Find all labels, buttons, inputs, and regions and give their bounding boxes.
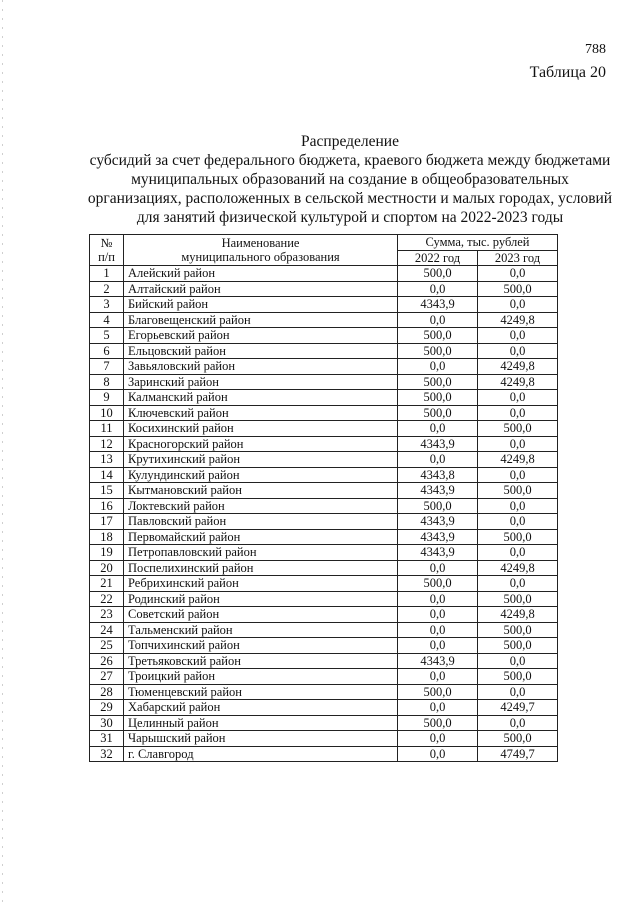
amount-2022: 0,0 [398, 669, 478, 685]
municipality-name: Егорьевский район [124, 328, 398, 344]
municipality-name: Тюменцевский район [124, 684, 398, 700]
amount-2023: 0,0 [478, 576, 558, 592]
table-row [90, 297, 558, 313]
amount-2023: 500,0 [478, 638, 558, 654]
amount-2022: 4343,9 [398, 514, 478, 530]
table-row [90, 405, 558, 421]
subsidy-distribution-table [89, 234, 558, 762]
title-line: для занятий физической культурой и спортом на 2022-2023 годы [136, 209, 564, 226]
amount-2023: 500,0 [478, 591, 558, 607]
amount-2022: 0,0 [398, 359, 478, 375]
table-row [90, 483, 558, 499]
municipality-name: г. Славгород [124, 746, 398, 762]
table-row [90, 653, 558, 669]
table-row [90, 467, 558, 483]
table-row [90, 669, 558, 685]
amount-2022: 0,0 [398, 622, 478, 638]
row-number: 6 [90, 343, 124, 359]
row-number: 7 [90, 359, 124, 375]
municipality-name: Заринский район [124, 374, 398, 390]
municipality-name: Поспелихинский район [124, 560, 398, 576]
table-row [90, 498, 558, 514]
row-number: 16 [90, 498, 124, 514]
row-number: 22 [90, 591, 124, 607]
amount-2022: 0,0 [398, 452, 478, 468]
row-number: 4 [90, 312, 124, 328]
row-number: 11 [90, 421, 124, 437]
amount-2023: 4749,7 [478, 746, 558, 762]
municipality-name: Алтайский район [124, 281, 398, 297]
row-number: 17 [90, 514, 124, 530]
amount-2023: 0,0 [478, 715, 558, 731]
table-row [90, 576, 558, 592]
amount-2023: 0,0 [478, 498, 558, 514]
amount-2022: 4343,8 [398, 467, 478, 483]
municipality-name: Бийский район [124, 297, 398, 313]
amount-2022: 4343,9 [398, 436, 478, 452]
amount-2022: 500,0 [398, 328, 478, 344]
amount-2022: 500,0 [398, 576, 478, 592]
table-row [90, 560, 558, 576]
table-row [90, 607, 558, 623]
amount-2023: 0,0 [478, 545, 558, 561]
column-header-name-line2: муниципального образования [181, 250, 340, 264]
row-number: 9 [90, 390, 124, 406]
municipality-name: Красногорский район [124, 436, 398, 452]
column-header-number-line1: № [100, 235, 113, 250]
title-line: субсидий за счет федерального бюджета, краевого бюджета между бюджетами [89, 152, 611, 169]
table-row [90, 529, 558, 545]
amount-2022: 0,0 [398, 607, 478, 623]
amount-2023: 4249,8 [478, 560, 558, 576]
amount-2023: 500,0 [478, 669, 558, 685]
table-row [90, 421, 558, 437]
row-number: 29 [90, 700, 124, 716]
amount-2023: 0,0 [478, 684, 558, 700]
amount-2022: 500,0 [398, 390, 478, 406]
municipality-name: Троицкий район [124, 669, 398, 685]
row-number: 26 [90, 653, 124, 669]
column-header-sum: Сумма, тыс. рублей [398, 235, 558, 251]
column-header-name-line1: Наименование [221, 235, 300, 250]
table-row [90, 514, 558, 530]
amount-2023: 500,0 [478, 622, 558, 638]
table-row [90, 436, 558, 452]
municipality-name: Хабарский район [124, 700, 398, 716]
row-number: 3 [90, 297, 124, 313]
table-body [90, 266, 558, 762]
amount-2023: 0,0 [478, 390, 558, 406]
row-number: 12 [90, 436, 124, 452]
amount-2022: 0,0 [398, 638, 478, 654]
row-number: 5 [90, 328, 124, 344]
amount-2023: 500,0 [478, 529, 558, 545]
table-label: Таблица 20 [529, 64, 606, 81]
row-number: 15 [90, 483, 124, 499]
row-number: 23 [90, 607, 124, 623]
amount-2023: 0,0 [478, 328, 558, 344]
amount-2022: 500,0 [398, 266, 478, 282]
table-row [90, 328, 558, 344]
row-number: 25 [90, 638, 124, 654]
amount-2022: 0,0 [398, 560, 478, 576]
municipality-name: Косихинский район [124, 421, 398, 437]
amount-2023: 0,0 [478, 297, 558, 313]
amount-2022: 4343,9 [398, 529, 478, 545]
amount-2023: 0,0 [478, 436, 558, 452]
municipality-name: Целинный район [124, 715, 398, 731]
table-row [90, 622, 558, 638]
table-row [90, 312, 558, 328]
title-line: организациях, расположенных в сельской местности и малых городах, условий [87, 190, 613, 207]
row-number: 13 [90, 452, 124, 468]
amount-2022: 4343,9 [398, 545, 478, 561]
amount-2022: 4343,9 [398, 483, 478, 499]
amount-2022: 500,0 [398, 498, 478, 514]
amount-2022: 0,0 [398, 700, 478, 716]
municipality-name: Советский район [124, 607, 398, 623]
amount-2023: 0,0 [478, 266, 558, 282]
municipality-name: Тальменский район [124, 622, 398, 638]
municipality-name: Петропавловский район [124, 545, 398, 561]
amount-2022: 4343,9 [398, 297, 478, 313]
amount-2023: 0,0 [478, 467, 558, 483]
municipality-name: Топчихинский район [124, 638, 398, 654]
row-number: 31 [90, 731, 124, 747]
municipality-name: Павловский район [124, 514, 398, 530]
amount-2023: 0,0 [478, 405, 558, 421]
table-row [90, 359, 558, 375]
amount-2022: 0,0 [398, 421, 478, 437]
amount-2022: 0,0 [398, 746, 478, 762]
table-row [90, 638, 558, 654]
row-number: 27 [90, 669, 124, 685]
amount-2022: 500,0 [398, 374, 478, 390]
amount-2022: 0,0 [398, 281, 478, 297]
table-header-row [90, 235, 558, 251]
amount-2023: 4249,8 [478, 452, 558, 468]
row-number: 2 [90, 281, 124, 297]
table-row [90, 700, 558, 716]
row-number: 1 [90, 266, 124, 282]
row-number: 10 [90, 405, 124, 421]
amount-2023: 0,0 [478, 653, 558, 669]
table-row [90, 731, 558, 747]
table-row [90, 684, 558, 700]
amount-2023: 4249,8 [478, 374, 558, 390]
table-row [90, 452, 558, 468]
column-header-2023: 2023 год [478, 250, 558, 266]
municipality-name: Крутихинский район [124, 452, 398, 468]
row-number: 28 [90, 684, 124, 700]
municipality-name: Родинский район [124, 591, 398, 607]
title-line: Распределение [301, 133, 399, 150]
amount-2023: 500,0 [478, 731, 558, 747]
row-number: 20 [90, 560, 124, 576]
municipality-name: Первомайский район [124, 529, 398, 545]
municipality-name: Завьяловский район [124, 359, 398, 375]
table-row [90, 545, 558, 561]
row-number: 30 [90, 715, 124, 731]
amount-2023: 500,0 [478, 281, 558, 297]
amount-2023: 4249,8 [478, 607, 558, 623]
municipality-name: Кулундинский район [124, 467, 398, 483]
table-row [90, 266, 558, 282]
municipality-name: Кытмановский район [124, 483, 398, 499]
page-number: 788 [585, 42, 606, 57]
table-row [90, 374, 558, 390]
amount-2022: 500,0 [398, 343, 478, 359]
table-row [90, 715, 558, 731]
amount-2023: 500,0 [478, 483, 558, 499]
row-number: 19 [90, 545, 124, 561]
row-number: 24 [90, 622, 124, 638]
amount-2022: 0,0 [398, 312, 478, 328]
amount-2022: 500,0 [398, 405, 478, 421]
table-row [90, 343, 558, 359]
amount-2023: 4249,8 [478, 312, 558, 328]
table-row [90, 746, 558, 762]
table-row [90, 390, 558, 406]
municipality-name: Чарышский район [124, 731, 398, 747]
row-number: 18 [90, 529, 124, 545]
row-number: 14 [90, 467, 124, 483]
amount-2023: 4249,8 [478, 359, 558, 375]
municipality-name: Ключевский район [124, 405, 398, 421]
municipality-name: Алейский район [124, 266, 398, 282]
amount-2023: 0,0 [478, 514, 558, 530]
scan-edge-marks [2, 0, 3, 905]
amount-2023: 0,0 [478, 343, 558, 359]
municipality-name: Локтевский район [124, 498, 398, 514]
amount-2022: 500,0 [398, 684, 478, 700]
municipality-name: Ельцовский район [124, 343, 398, 359]
amount-2022: 4343,9 [398, 653, 478, 669]
amount-2023: 500,0 [478, 421, 558, 437]
document-title [70, 132, 630, 227]
table-row [90, 591, 558, 607]
amount-2023: 4249,7 [478, 700, 558, 716]
municipality-name: Ребрихинский район [124, 576, 398, 592]
municipality-name: Благовещенский район [124, 312, 398, 328]
column-header-2022: 2022 год [398, 250, 478, 266]
column-header-name [124, 235, 398, 266]
title-line: муниципальных образований на создание в общеобразовательных [131, 171, 569, 188]
municipality-name: Третьяковский район [124, 653, 398, 669]
column-header-number-line2: п/п [98, 250, 115, 264]
amount-2022: 0,0 [398, 731, 478, 747]
amount-2022: 500,0 [398, 715, 478, 731]
municipality-name: Калманский район [124, 390, 398, 406]
row-number: 32 [90, 746, 124, 762]
table-row [90, 281, 558, 297]
row-number: 8 [90, 374, 124, 390]
column-header-number [90, 235, 124, 266]
row-number: 21 [90, 576, 124, 592]
amount-2022: 0,0 [398, 591, 478, 607]
